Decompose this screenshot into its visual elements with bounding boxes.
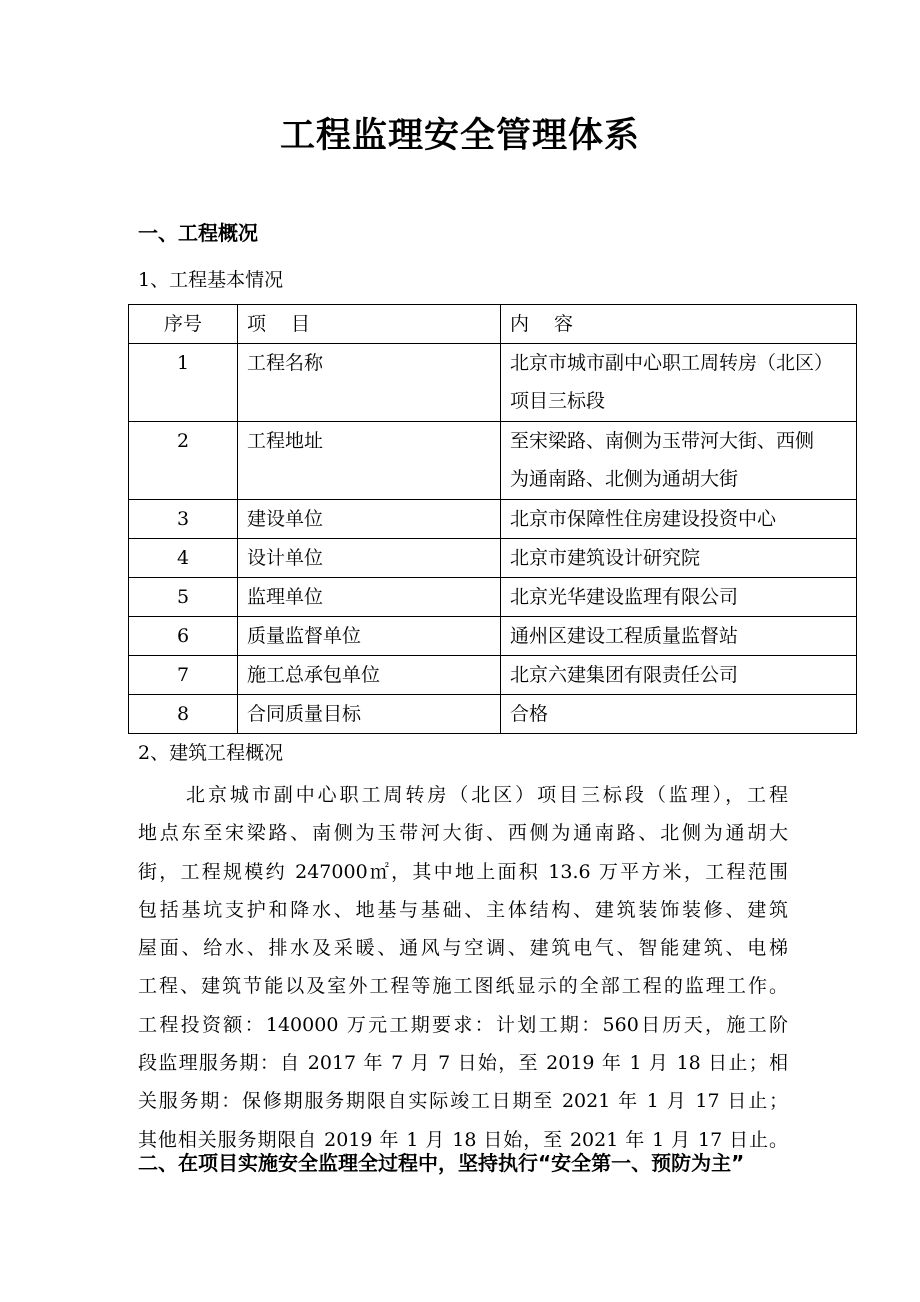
row-content-line: 项目三标段: [510, 390, 606, 412]
row-item: 质量监督单位: [238, 617, 501, 656]
column-header-item: 项 目: [238, 305, 501, 344]
row-content: [501, 344, 857, 422]
row-content: 通州区建设工程质量监督站: [501, 617, 857, 656]
paragraph-line: 屋面、给水、排水及采暖、通风与空调、建筑电气、智能建筑、电梯: [138, 937, 788, 960]
table-header-row: [129, 305, 857, 344]
row-item: 工程地址: [238, 422, 501, 500]
table-row: [129, 617, 857, 656]
paragraph-line: 北京城市副中心职工周转房（北区）项目三标段（监理），工程: [186, 784, 788, 806]
section-heading-overview: 一、工程概况: [138, 221, 258, 245]
row-item: 合同质量目标: [238, 695, 501, 734]
row-content: 北京六建集团有限责任公司: [501, 656, 857, 695]
paragraph-line: 包括基坑支护和降水、地基与基础、主体结构、建筑装饰装修、建筑: [138, 898, 788, 921]
row-number: 4: [129, 539, 238, 578]
overview-paragraph: [138, 776, 788, 1159]
table-row: [129, 539, 857, 578]
paragraph-line: 工程、建筑节能以及室外工程等施工图纸显示的全部工程的监理工作。: [138, 975, 788, 998]
paragraph-line: 街，工程规模约 247000㎡，其中地上面积 13.6 万平方米，工程范围: [138, 860, 788, 883]
row-number: 2: [129, 422, 238, 500]
row-item: 设计单位: [238, 539, 501, 578]
column-header-content: 内 容: [501, 305, 857, 344]
column-header-no: 序号: [129, 305, 238, 344]
project-info-table: [128, 304, 857, 734]
row-item: 监理单位: [238, 578, 501, 617]
paragraph-line: 段监理服务期：自 2017 年 7 月 7 日始，至 2019 年 1 月 18 日止；相: [138, 1052, 788, 1075]
row-number: 1: [129, 344, 238, 422]
row-content: [501, 422, 857, 500]
table-row: [129, 344, 857, 422]
section-heading-safety: 二、在项目实施安全监理全过程中，坚持执行“安全第一、预防为主”: [138, 1151, 745, 1175]
paragraph-line: 关服务期：保修期服务期限自实际竣工日期至 2021 年 1 月 17 日止；: [138, 1090, 788, 1113]
row-item: 建设单位: [238, 500, 501, 539]
page-title: 工程监理安全管理体系: [279, 116, 640, 156]
table-row: [129, 500, 857, 539]
row-content-line: 至宋梁路、南侧为玉带河大街、西侧: [510, 430, 815, 452]
row-number: 5: [129, 578, 238, 617]
row-number: 6: [129, 617, 238, 656]
paragraph-line: 地点东至宋梁路、南侧为玉带河大街、西侧为通南路、北侧为通胡大: [138, 822, 788, 845]
row-content-line: 北京市城市副中心职工周转房（北区）: [510, 352, 834, 374]
row-item: 施工总承包单位: [238, 656, 501, 695]
paragraph-line: 工程投资额：140000 万元工期要求：计划工期：560日历天，施工阶: [138, 1013, 788, 1036]
row-content: 北京光华建设监理有限公司: [501, 578, 857, 617]
subheading-basic-info: 1、工程基本情况: [138, 269, 284, 291]
table-row: [129, 656, 857, 695]
table-row: [129, 578, 857, 617]
row-number: 8: [129, 695, 238, 734]
row-content: 北京市建筑设计研究院: [501, 539, 857, 578]
subheading-building-overview: 2、建筑工程概况: [138, 742, 284, 764]
row-number: 7: [129, 656, 238, 695]
row-content: 合格: [501, 695, 857, 734]
row-number: 3: [129, 500, 238, 539]
table-row: [129, 695, 857, 734]
row-content: 北京市保障性住房建设投资中心: [501, 500, 857, 539]
table-row: [129, 422, 857, 500]
row-content-line: 为通南路、北侧为通胡大街: [510, 468, 739, 490]
row-item: 工程名称: [238, 344, 501, 422]
paragraph-line: 其他相关服务期限自 2019 年 1 月 18 日始，至 2021 年 1 月 17 日止。: [138, 1128, 788, 1151]
